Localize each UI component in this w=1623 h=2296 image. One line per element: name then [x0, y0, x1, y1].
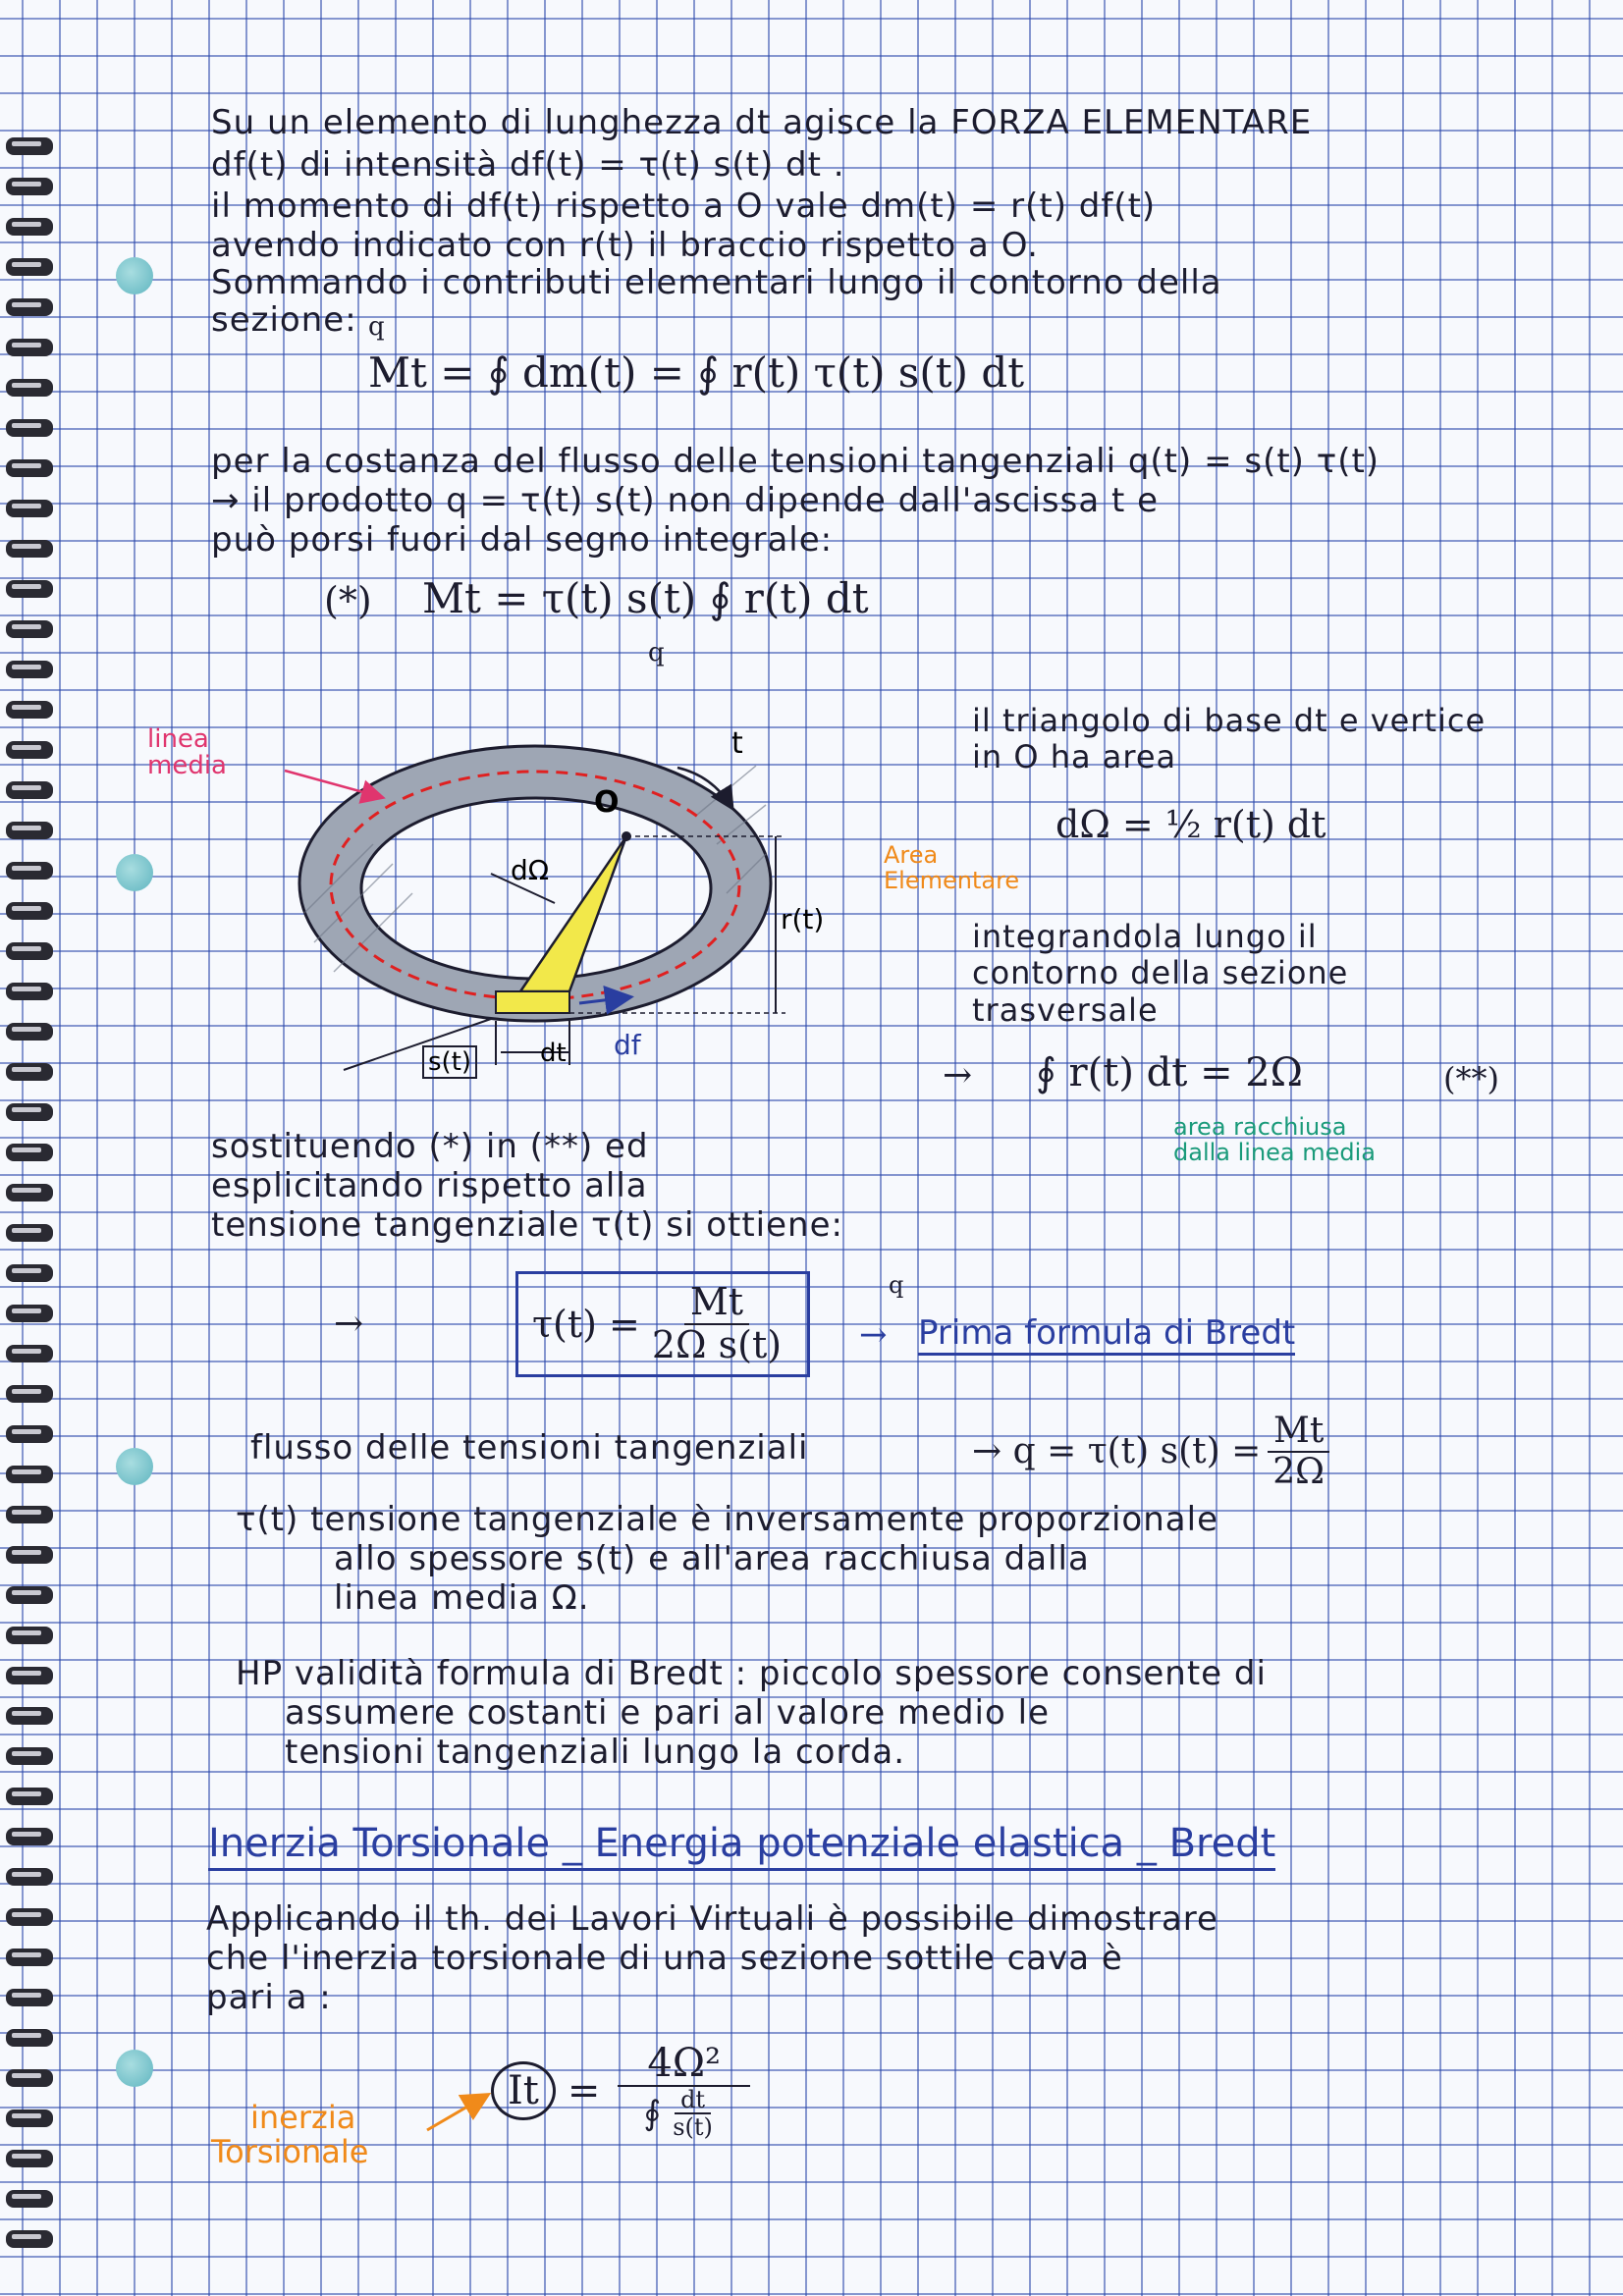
text-line: assumere costanti e pari al valore medio le: [285, 1693, 1050, 1733]
inerzia-arrow: [422, 2081, 501, 2140]
text-line: sostituendo (*) in (**) ed: [211, 1127, 649, 1166]
text-line: HP validità formula di Bredt : piccolo spessore consente di: [236, 1654, 1267, 1693]
st-label: s(t): [422, 1045, 477, 1079]
text-line: Su un elemento di lunghezza dt agisce la FORZA ELEMENTARE: [211, 103, 1313, 142]
punch-hole: [116, 2050, 153, 2087]
inerzia-torsionale-label: inerzia Torsionale: [211, 2099, 369, 2171]
text-line: contorno della sezione: [972, 954, 1349, 991]
text-line: sezione:: [211, 300, 357, 340]
text-line: può porsi fuori dal segno integrale:: [211, 520, 834, 560]
text-line: integrandola lungo il: [972, 918, 1318, 955]
text-line: df(t) di intensità df(t) = τ(t) s(t) dt .: [211, 145, 845, 185]
text-line: flusso delle tensioni tangenziali: [250, 1428, 809, 1468]
arrow: →: [334, 1304, 364, 1344]
it-circled: It: [491, 2061, 556, 2120]
punch-hole: [116, 257, 153, 294]
arrow: →: [859, 1315, 888, 1355]
area-racchiusa-label: area racchiusa dalla linea media: [1173, 1113, 1377, 1167]
area-elementare-label: Area Elementare: [884, 841, 1020, 895]
text-line: che l'inerzia torsionale di una sezione sottile cava è: [206, 1939, 1123, 1978]
text-line: allo spessore s(t) e all'area racchiusa dalla: [334, 1539, 1090, 1578]
punch-hole: [116, 1448, 153, 1485]
text-line: Applicando il th. dei Lavori Virtuali è possibile dimostrare: [206, 1899, 1218, 1939]
t-label: t: [731, 726, 743, 761]
tau-left: τ(t) =: [532, 1302, 640, 1346]
closed-integral-formula: ∮ r(t) dt = 2Ω: [1036, 1050, 1303, 1095]
text-line: → il prodotto q = τ(t) s(t) non dipende dall'ascissa t e: [211, 481, 1160, 520]
df-label: df: [614, 1029, 641, 1061]
text-line: τ(t) tensione tangenziale è inversamente proporzionale: [236, 1500, 1218, 1539]
q-flux-formula: → q = τ(t) s(t) = $\frac{Mt}{2\Omega}$: [972, 1412, 1336, 1491]
element-ds: [496, 991, 569, 1013]
domega-label: dΩ: [511, 854, 550, 886]
domega-formula: dΩ = ½ r(t) dt: [1055, 803, 1326, 846]
text-line: per la costanza del flusso delle tensioni tangenziali q(t) = s(t) τ(t): [211, 442, 1380, 481]
text-line: il triangolo di base dt e vertice: [972, 702, 1487, 739]
text-line: tensioni tangenziali lungo la corda.: [285, 1733, 906, 1772]
it-formula: It = 4Ω² ∮ $\frac{dt}{s(t)}$: [491, 2042, 756, 2141]
text-line: in O ha area: [972, 738, 1177, 775]
mt-integral-formula: Mt = ∮ dm(t) = ∮ r(t) τ(t) s(t) dt: [368, 348, 1025, 397]
rt-label: r(t): [781, 903, 825, 935]
text-line: il momento di df(t) rispetto a O vale dm(t) = r(t) df(t): [211, 187, 1157, 226]
tau-fraction: $\frac{Mt}{\text{2Ω s(t)}}$: [651, 1280, 783, 1366]
q-label: q: [889, 1271, 904, 1299]
text-line: tensione tangenziale τ(t) si ottiene:: [211, 1205, 843, 1245]
bredt-formula-box: [515, 1271, 810, 1377]
text-line: Sommando i contributi elementari lungo il contorno della: [211, 263, 1222, 302]
linea-media-label: linea media: [147, 724, 227, 781]
point-o-label: O: [594, 785, 620, 820]
prima-formula-bredt-label: Prima formula di Bredt: [918, 1313, 1295, 1356]
text-line: pari a :: [206, 1978, 332, 2017]
dt-label: dt: [540, 1039, 567, 1068]
text-line: avendo indicato con r(t) il braccio rispetto a O.: [211, 226, 1039, 265]
q-brace-label: q: [648, 638, 665, 667]
arrow: →: [943, 1055, 973, 1095]
q-brace-label: q: [368, 312, 385, 342]
text-line: linea media Ω.: [334, 1578, 590, 1618]
text-line: trasversale: [972, 991, 1159, 1029]
star-label: (*): [324, 579, 372, 622]
starstar-label: (**): [1443, 1060, 1499, 1097]
spiral-binding: [0, 0, 69, 2296]
section-title: Inerzia Torsionale _ Energia potenziale elastica _ Bredt: [208, 1821, 1275, 1871]
text-line: esplicitando rispetto alla: [211, 1166, 648, 1205]
mt-star-formula: Mt = τ(t) s(t) ∮ r(t) dt: [422, 574, 869, 622]
